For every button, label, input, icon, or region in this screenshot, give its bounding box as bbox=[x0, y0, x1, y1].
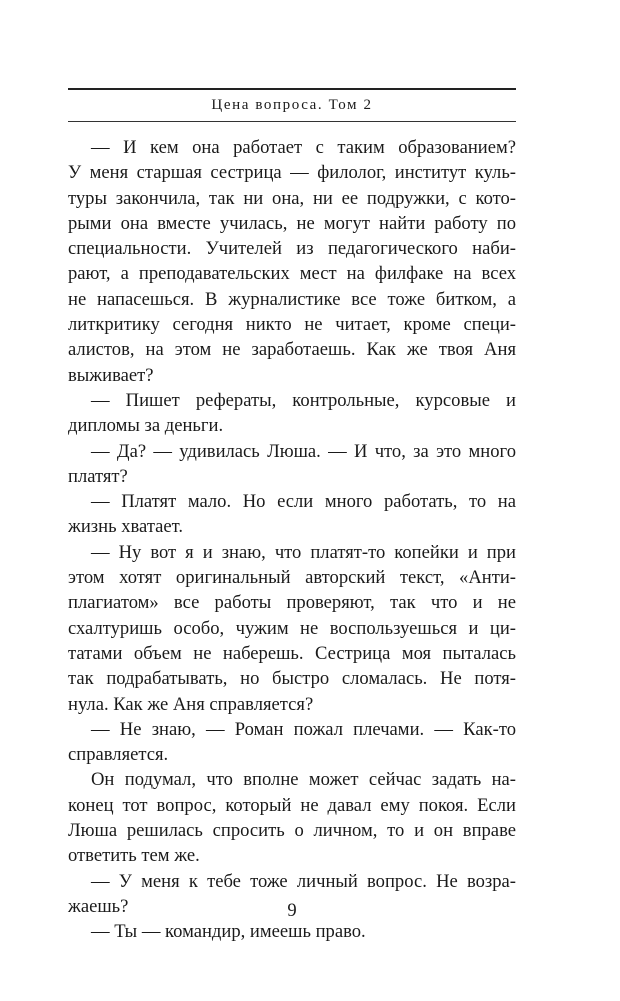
header-rule-top bbox=[68, 88, 516, 90]
text-line: рыми она вместе училась, не могут найти работу по bbox=[68, 212, 516, 234]
text-line: так подрабатывать, но быстро сломалась. Не потя- bbox=[68, 668, 516, 690]
text-line: ответить тем же. bbox=[68, 845, 200, 867]
text-line: конец тот вопрос, который не давал ему покоя. Если bbox=[68, 794, 516, 816]
text-line: алистов, на этом не заработаешь. Как же твоя Аня bbox=[68, 339, 516, 361]
text-line: платят? bbox=[68, 465, 128, 487]
text-line: выживает? bbox=[68, 364, 154, 386]
text-line: этом хотят оригинальный авторский текст, «Анти- bbox=[68, 567, 516, 589]
text-line: дипломы за деньги. bbox=[68, 415, 224, 437]
text-line: — И кем она работает с таким образованием? bbox=[91, 137, 516, 158]
text-line: не напасешься. В журналистике все тоже битком, а bbox=[68, 288, 516, 310]
text-line: литкритику сегодня никто не читает, кроме специ- bbox=[68, 314, 516, 336]
text-line: жизнь хватает. bbox=[68, 516, 184, 538]
text-line: — У меня к тебе тоже личный вопрос. Не возра- bbox=[91, 870, 516, 892]
text-line: У меня старшая сестрица — филолог, институт куль- bbox=[68, 162, 516, 184]
text-line: справляется. bbox=[68, 744, 169, 766]
text-line: татами объем не наберешь. Сестрица моя пыталась bbox=[68, 642, 516, 664]
text-line: — Ну вот я и знаю, что платят-то копейки и при bbox=[91, 541, 516, 563]
text-line: Он подумал, что вполне может сейчас задать на- bbox=[91, 769, 516, 791]
text-line: Люша решилась спросить о личном, то и он вправе bbox=[68, 820, 516, 842]
text-line: — Пишет рефераты, контрольные, курсовые и bbox=[91, 389, 516, 411]
text-line: рают, а преподавательских мест на филфаке на всех bbox=[68, 263, 516, 285]
text-line: — Ты — командир, имеешь право. bbox=[91, 921, 366, 943]
body-text bbox=[68, 135, 516, 945]
text-line: нула. Как же Аня справляется? bbox=[68, 693, 314, 715]
text-line: туры закончила, так ни она, ни ее подружки, с кото- bbox=[68, 187, 516, 209]
running-head: Цена вопроса. Том 2 bbox=[211, 97, 373, 113]
text-line: жаешь? bbox=[68, 895, 129, 917]
page-number: 9 bbox=[287, 900, 297, 921]
text-line: — Платят мало. Но если много работать, то на bbox=[91, 491, 516, 513]
text-line: — Не знаю, — Роман пожал плечами. — Как-то bbox=[91, 718, 516, 740]
text-line: плагиатом» все работы проверяют, так что и не bbox=[68, 592, 516, 614]
text-line: схалтуришь особо, чужим не воспользуешься и ци- bbox=[68, 617, 516, 639]
header-rule-bottom bbox=[68, 121, 516, 122]
text-line: специальности. Учителей из педагогического наби- bbox=[68, 238, 516, 260]
text-line: — Да? — удивилась Люша. — И что, за это много bbox=[91, 440, 516, 462]
